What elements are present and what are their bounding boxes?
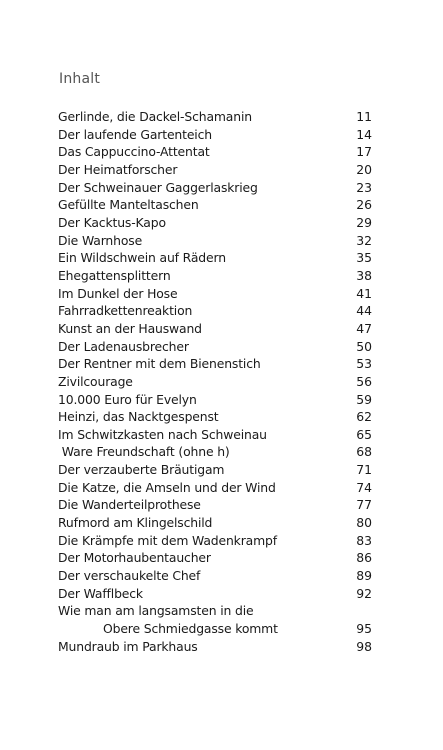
toc-entry-page-number: 65	[356, 426, 372, 442]
toc-entry-page-number: 26	[356, 197, 372, 213]
toc-entry	[58, 196, 372, 214]
toc-entry-page-number: 44	[356, 303, 372, 319]
toc-entry-page-number: 83	[356, 532, 372, 548]
toc-entry-title: Gerlinde, die Dackel-Schamanin	[58, 109, 252, 124]
toc-entry	[58, 602, 372, 620]
toc-entry	[58, 496, 372, 514]
toc-entry-page-number: 59	[356, 391, 372, 407]
toc-entry-page-number: 86	[356, 550, 372, 566]
toc-entry	[58, 567, 372, 585]
toc-entry-title: Der Heimatforscher	[58, 161, 178, 177]
toc-entry	[58, 338, 372, 356]
toc-entry-title: Die Wanderteilprothese	[58, 497, 201, 513]
toc-entry-title: Der Ladenausbrecher	[58, 338, 189, 354]
toc-entry-page-number: 74	[356, 479, 372, 495]
toc-entry	[58, 620, 372, 638]
toc-entry-title: 10.000 Euro für Evelyn	[58, 391, 197, 407]
toc-entry	[58, 638, 372, 656]
toc-entry-title: Wie man am langsamsten in die	[58, 603, 254, 619]
toc-entry	[58, 373, 372, 391]
toc-entry-title: Der Rentner mit dem Bienenstich	[58, 356, 261, 372]
toc-entry	[58, 232, 372, 250]
toc-entry	[58, 302, 372, 320]
toc-entry-title: Ware Freundschaft (ohne h)	[58, 444, 230, 460]
toc-entry	[58, 355, 372, 373]
toc-entry-title: Mundraub im Parkhaus	[58, 638, 198, 654]
toc-entry	[58, 408, 372, 426]
toc-entry	[58, 320, 372, 338]
toc-entry-title: Die Warnhose	[58, 232, 143, 248]
toc-entry-page-number: 11	[356, 109, 372, 124]
toc-entry-title: Fahrradkettenreaktion	[58, 303, 193, 319]
toc-entry	[58, 267, 372, 285]
toc-entry	[58, 179, 372, 197]
toc-entry	[58, 249, 372, 267]
toc-entry	[58, 426, 372, 444]
toc-entry-page-number: 14	[356, 126, 372, 142]
toc-entry	[58, 514, 372, 532]
toc-entry-page-number: 53	[356, 356, 372, 372]
toc-entry-page-number: 17	[356, 144, 372, 160]
toc-entry-page-number: 38	[356, 267, 372, 283]
toc-entry-title: Ehegattensplittern	[58, 267, 171, 283]
toc-entry-title: Der Kacktus-Kapo	[58, 214, 166, 230]
toc-entry	[58, 126, 372, 144]
toc-entry	[58, 285, 372, 303]
toc-entry	[58, 461, 372, 479]
toc-entry-page-number: 20	[356, 161, 372, 177]
toc-entry-page-number: 41	[356, 285, 372, 301]
toc-entry-page-number: 77	[356, 497, 372, 513]
toc-entry-title: Das Cappuccino-Attentat	[58, 144, 210, 160]
toc-entry-title: Die Katze, die Amseln und der Wind	[58, 479, 276, 495]
toc-entry-page-number: 47	[356, 320, 372, 336]
toc-entry-title: Der Wafflbeck	[58, 585, 143, 601]
toc-list	[58, 108, 372, 655]
toc-entry-page-number: 89	[356, 568, 372, 584]
toc-entry	[58, 532, 372, 550]
toc-entry-title: Rufmord am Klingelschild	[58, 515, 213, 531]
toc-entry	[58, 479, 372, 497]
toc-entry-page-number: 50	[356, 338, 372, 354]
toc-entry-page-number: 62	[356, 409, 372, 425]
toc-entry-page-number: 23	[356, 179, 372, 195]
toc-entry	[58, 443, 372, 461]
toc-entry	[58, 549, 372, 567]
toc-entry	[58, 214, 372, 232]
toc-entry-page-number: 95	[356, 621, 372, 637]
toc-entry	[58, 161, 372, 179]
toc-entry-title: Ein Wildschwein auf Rädern	[58, 250, 226, 266]
toc-entry-page-number: 71	[356, 462, 372, 478]
toc-entry	[58, 143, 372, 161]
toc-entry-title: Im Dunkel der Hose	[58, 285, 178, 301]
toc-entry	[58, 585, 372, 603]
toc-entry-title: Der Schweinauer Gaggerlaskrieg	[58, 179, 258, 195]
toc-entry-page-number: 92	[356, 585, 372, 601]
toc-entry-title: Kunst an der Hauswand	[58, 320, 202, 336]
toc-heading: Inhalt	[59, 71, 101, 87]
toc-entry-page-number: 80	[356, 515, 372, 531]
toc-entry-page-number: 35	[356, 250, 372, 266]
toc-entry	[58, 108, 372, 126]
toc-entry-title: Im Schwitzkasten nach Schweinau	[58, 426, 267, 442]
toc-entry-page-number: 32	[356, 232, 372, 248]
toc-entry-page-number: 98	[356, 638, 372, 654]
toc-entry-page-number: 68	[356, 444, 372, 460]
toc-entry-title: Der verzauberte Bräutigam	[58, 462, 225, 478]
toc-entry-title: Obere Schmiedgasse kommt	[103, 621, 278, 637]
toc-entry-title: Der verschaukelte Chef	[58, 568, 201, 584]
toc-entry	[58, 391, 372, 409]
toc-entry-title: Die Krämpfe mit dem Wadenkrampf	[58, 532, 277, 548]
toc-entry-title: Zivilcourage	[58, 373, 133, 389]
toc-entry-page-number: 29	[356, 214, 372, 230]
toc-entry-title: Heinzi, das Nacktgespenst	[58, 409, 219, 425]
toc-entry-title: Gefüllte Manteltaschen	[58, 197, 199, 213]
toc-entry-page-number: 56	[356, 373, 372, 389]
toc-entry-title: Der Motorhaubentaucher	[58, 550, 211, 566]
toc-entry-title: Der laufende Gartenteich	[58, 126, 212, 142]
